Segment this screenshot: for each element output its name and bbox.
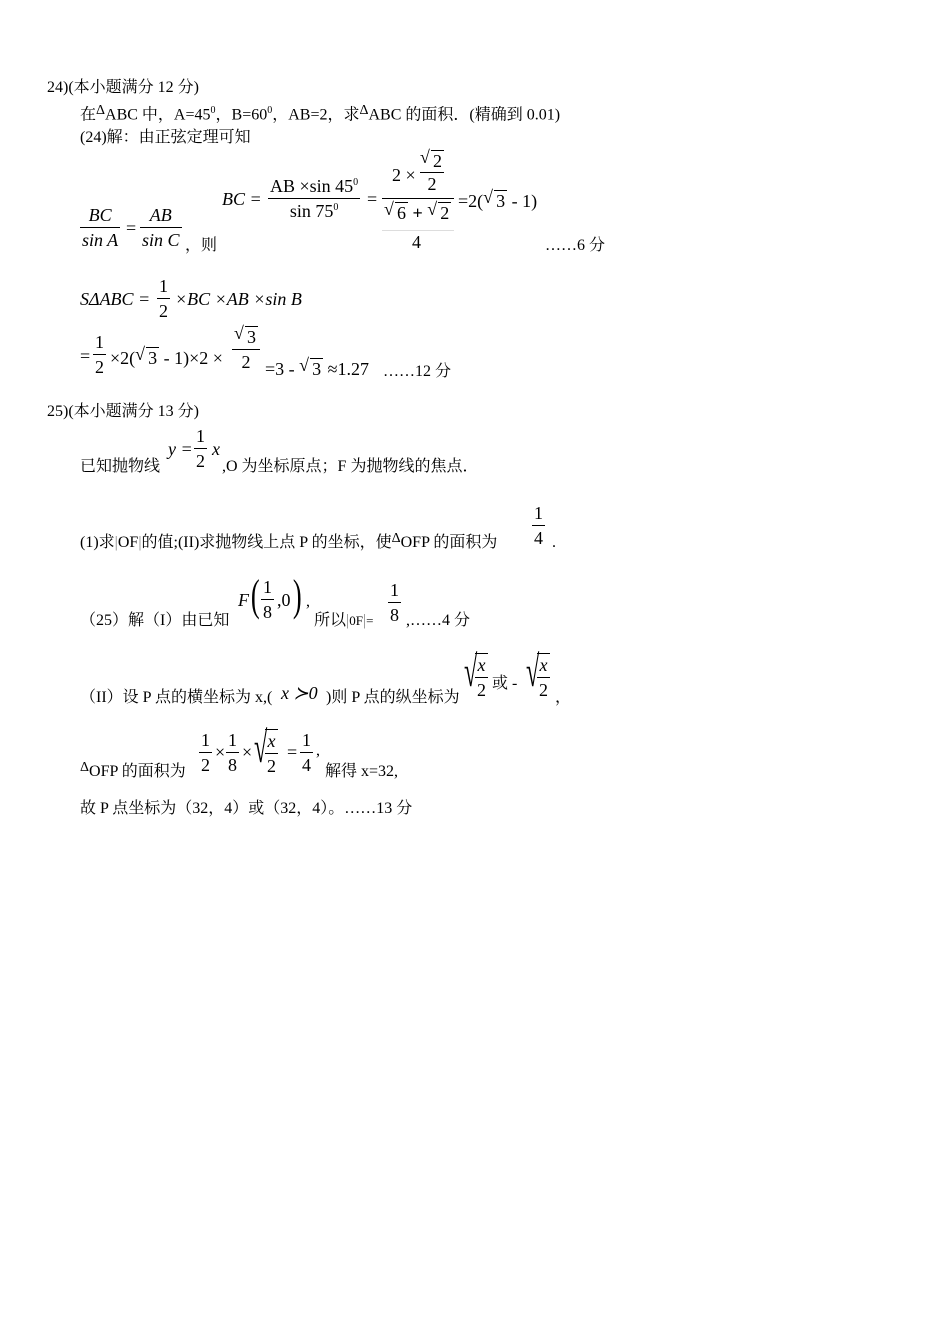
comma: , <box>306 593 310 610</box>
abs-bar: | <box>138 534 142 551</box>
focus-zero: ,0 <box>277 590 291 610</box>
q25-parts <box>80 531 498 551</box>
quarter-fraction <box>532 504 545 547</box>
q25-sol2-a: （II）设 P 点的横坐标为 x,( <box>80 689 273 706</box>
parabola-y: y = <box>168 439 193 459</box>
q25-header: 25)(本小题满分 13 分) <box>47 403 199 420</box>
abs-of: 0F <box>349 613 363 628</box>
part-i-b: 的值;(II)求抛物线上点 P 的坐标，使 <box>141 534 392 551</box>
frac-bar <box>532 525 545 526</box>
comma: , <box>316 742 320 759</box>
sqrt <box>384 199 408 223</box>
inner-num-a: 2 × <box>392 165 416 185</box>
den-bar <box>382 230 454 231</box>
frac-num <box>268 177 360 195</box>
frac-num: AB <box>149 205 172 225</box>
frac-num: x <box>477 655 486 675</box>
q24-solution-intro: (24)解：由正弦定理可知 <box>80 129 251 146</box>
frac-den: 8 <box>390 605 399 625</box>
frac-bar <box>194 448 207 449</box>
q25-sol1-b <box>314 613 374 629</box>
sqrt <box>135 344 159 368</box>
frac-num: BC <box>88 205 112 225</box>
frac-den: 4 <box>302 755 311 775</box>
bc-den-text: sin 75 <box>289 201 334 221</box>
bc-result-b: - 1) <box>507 191 538 211</box>
sine-law-right-fraction <box>140 206 182 249</box>
degree-sup: 0 <box>267 105 273 116</box>
q24-problem-end: ABC 的面积．(精确到 0.01) <box>368 106 561 124</box>
q24-problem <box>80 103 561 124</box>
q24-problem-mid: ABC 中，A=45 <box>105 106 211 124</box>
radical-icon: √ <box>135 344 146 364</box>
frac-num: 1 <box>263 577 272 597</box>
degree-sup: 0 <box>210 105 216 116</box>
frac-bar <box>157 298 170 299</box>
frac-bar <box>300 752 313 753</box>
sqrt <box>234 323 258 347</box>
q24-problem-b: ，B=60 <box>215 106 268 124</box>
then-text: ，则 <box>185 237 218 254</box>
equals-sign: = <box>126 218 137 238</box>
frac-bar <box>420 172 444 173</box>
part-i-text: (1)求 <box>80 534 115 551</box>
radical-icon: √ <box>420 147 430 167</box>
score-12: ……12 分 <box>383 363 452 380</box>
sqrt-x-over-2 <box>265 729 278 775</box>
q25-sol1-a: （25）解（I）由已知 <box>80 612 230 629</box>
sqrt-body: 2 <box>440 203 450 223</box>
den-four: 4 <box>412 232 421 252</box>
frac-den: sin C <box>142 230 180 250</box>
equals-sign: = <box>367 189 378 209</box>
frac-bar <box>388 602 401 603</box>
frac-num: 1 <box>302 730 311 750</box>
frac-bar <box>93 354 106 355</box>
period: . <box>552 534 556 551</box>
sqrt-body: 3 <box>247 327 256 347</box>
frac-bar <box>475 677 488 678</box>
degree-sup: 0 <box>333 202 339 213</box>
frac-bar <box>261 599 274 600</box>
frac-num: x <box>267 731 276 751</box>
sqrt-body: 3 <box>312 359 322 379</box>
q24-problem-ab: ，AB=2，求 <box>272 106 360 124</box>
plus-sign: + <box>412 203 423 223</box>
calc-middle <box>110 344 223 368</box>
degree-sup: 0 <box>353 177 359 188</box>
equals-sign: = <box>80 346 91 366</box>
radical-icon: √ <box>234 323 244 343</box>
frac-bar <box>140 227 182 228</box>
so-text: 所以 <box>314 612 347 629</box>
frac-num: 1 <box>534 503 543 523</box>
frac-den: 2 <box>539 680 548 700</box>
conclusion: 故 P 点坐标为（32，4）或（32，4）。……13 分 <box>80 800 413 817</box>
radical-icon: √ <box>427 199 438 219</box>
frac-bar <box>537 677 550 678</box>
half-fraction <box>199 731 212 774</box>
radical-icon: √ <box>464 647 478 696</box>
triangle-symbol: Δ <box>96 103 106 119</box>
frac-den: 2 <box>241 352 251 372</box>
sqrt-body: 3 <box>148 348 158 368</box>
compound-fraction <box>382 147 454 252</box>
frac-num: 1 <box>228 730 237 750</box>
frac-den: 2 <box>477 680 486 700</box>
condition: x ≻0 <box>281 683 318 703</box>
frac-den: 2 <box>201 755 210 775</box>
q25-area <box>80 760 186 780</box>
frac-num: 1 <box>201 730 210 750</box>
frac-den: 2 <box>95 357 104 377</box>
sqrt <box>483 187 507 211</box>
parabola-x: x <box>212 439 220 459</box>
right-paren: ) <box>292 571 302 620</box>
score-4: ,……4 分 <box>406 612 471 629</box>
triangle-symbol: Δ <box>391 531 401 546</box>
focus-f: F <box>238 590 249 610</box>
frac-den: 8 <box>228 755 237 775</box>
area-label: SΔABC = <box>80 289 151 309</box>
q25-sol2-b: )则 P 点的纵坐标为 <box>326 689 460 706</box>
q24-problem-pre: 在 <box>80 106 97 124</box>
q25-known-rest: ,O 为坐标原点；F 为抛物线的焦点． <box>222 458 479 475</box>
calc-mid-a: ×2( <box>110 348 136 368</box>
half-fraction <box>93 333 106 376</box>
inner-fraction <box>420 147 444 194</box>
equals-sign: = <box>287 742 298 762</box>
focus-x-fraction <box>261 578 274 621</box>
frac-bar <box>265 753 278 754</box>
frac-bar <box>80 227 120 228</box>
abs-of: OF <box>117 534 139 551</box>
area-rest: ×BC ×AB ×sin B <box>175 289 302 309</box>
frac-num: 1 <box>95 332 104 352</box>
half-fraction <box>157 277 170 320</box>
abs-bar: | <box>346 612 350 629</box>
calc-approx: ≈1.27 <box>327 359 370 379</box>
triangle-symbol: Δ <box>80 760 90 775</box>
eighth-fraction <box>388 581 401 624</box>
radical-icon: √ <box>526 647 540 696</box>
frac-bar <box>268 198 360 199</box>
times-sign: × <box>215 742 226 762</box>
calc-mid-b: - 1)×2 × <box>159 348 223 368</box>
frac-bar <box>232 349 260 350</box>
solve-text: 解得 x=32, <box>325 763 399 780</box>
sine-law-left-fraction <box>80 206 120 249</box>
frac-den: 2 <box>267 756 276 776</box>
inner-den <box>384 199 451 223</box>
quarter-fraction <box>300 731 313 774</box>
sqrt-body: 6 <box>397 203 406 223</box>
bc-label: BC = <box>222 189 262 209</box>
q25-known: 已知抛物线 <box>80 458 161 475</box>
eighth-fraction <box>226 731 239 774</box>
bc-result <box>458 187 538 211</box>
bc-result-a: =2( <box>458 191 484 211</box>
frac-den: 2 <box>196 451 205 471</box>
frac-num: 1 <box>159 276 168 296</box>
frac-bar <box>199 752 212 753</box>
radical-icon: √ <box>299 355 310 375</box>
calc-res-a: =3 - <box>265 359 295 379</box>
sqrt-x-over-2 <box>475 653 488 699</box>
q24-header: 24)(本小题满分 12 分) <box>47 79 199 96</box>
area-text: OFP 的面积为 <box>89 763 186 780</box>
frac-den: 4 <box>534 528 543 548</box>
frac-den: 2 <box>427 174 437 194</box>
times-sign: × <box>242 742 253 762</box>
sqrt-body: 3 <box>496 191 506 211</box>
radical-icon: √ <box>254 723 268 772</box>
bc-num-text: AB ×sin 45 <box>270 176 354 196</box>
frac-num: 1 <box>390 580 399 600</box>
radical-icon: √ <box>483 187 494 207</box>
equals-sign: = <box>366 613 374 628</box>
frac-num: x <box>539 655 548 675</box>
calc-result <box>265 355 370 379</box>
comma: ， <box>555 689 572 706</box>
frac-den <box>268 202 360 220</box>
sqrt-x-over-2 <box>537 653 550 699</box>
frac-den: 8 <box>263 602 272 622</box>
frac-num: 1 <box>196 426 205 446</box>
radical-icon: √ <box>384 199 394 219</box>
parabola-fraction <box>194 427 207 470</box>
frac-den: 2 <box>159 301 168 321</box>
bc-fraction <box>268 177 360 220</box>
sqrt-body: 2 <box>433 151 442 171</box>
score-6: ……6 分 <box>545 237 606 254</box>
sqrt <box>427 199 451 223</box>
triangle-symbol: Δ <box>359 103 369 119</box>
sqrt <box>299 355 323 379</box>
left-paren: ( <box>250 571 260 620</box>
part-ii-c: OFP 的面积为 <box>400 534 498 551</box>
abs-bar: | <box>362 612 367 629</box>
frac-bar <box>226 752 239 753</box>
abs-bar: | <box>114 534 118 551</box>
sqrt3-over-2-fraction <box>232 323 260 372</box>
frac-num <box>232 323 260 347</box>
sqrt <box>420 147 444 171</box>
frac-den: sin A <box>82 230 119 250</box>
or-text: 或 - <box>492 675 518 692</box>
